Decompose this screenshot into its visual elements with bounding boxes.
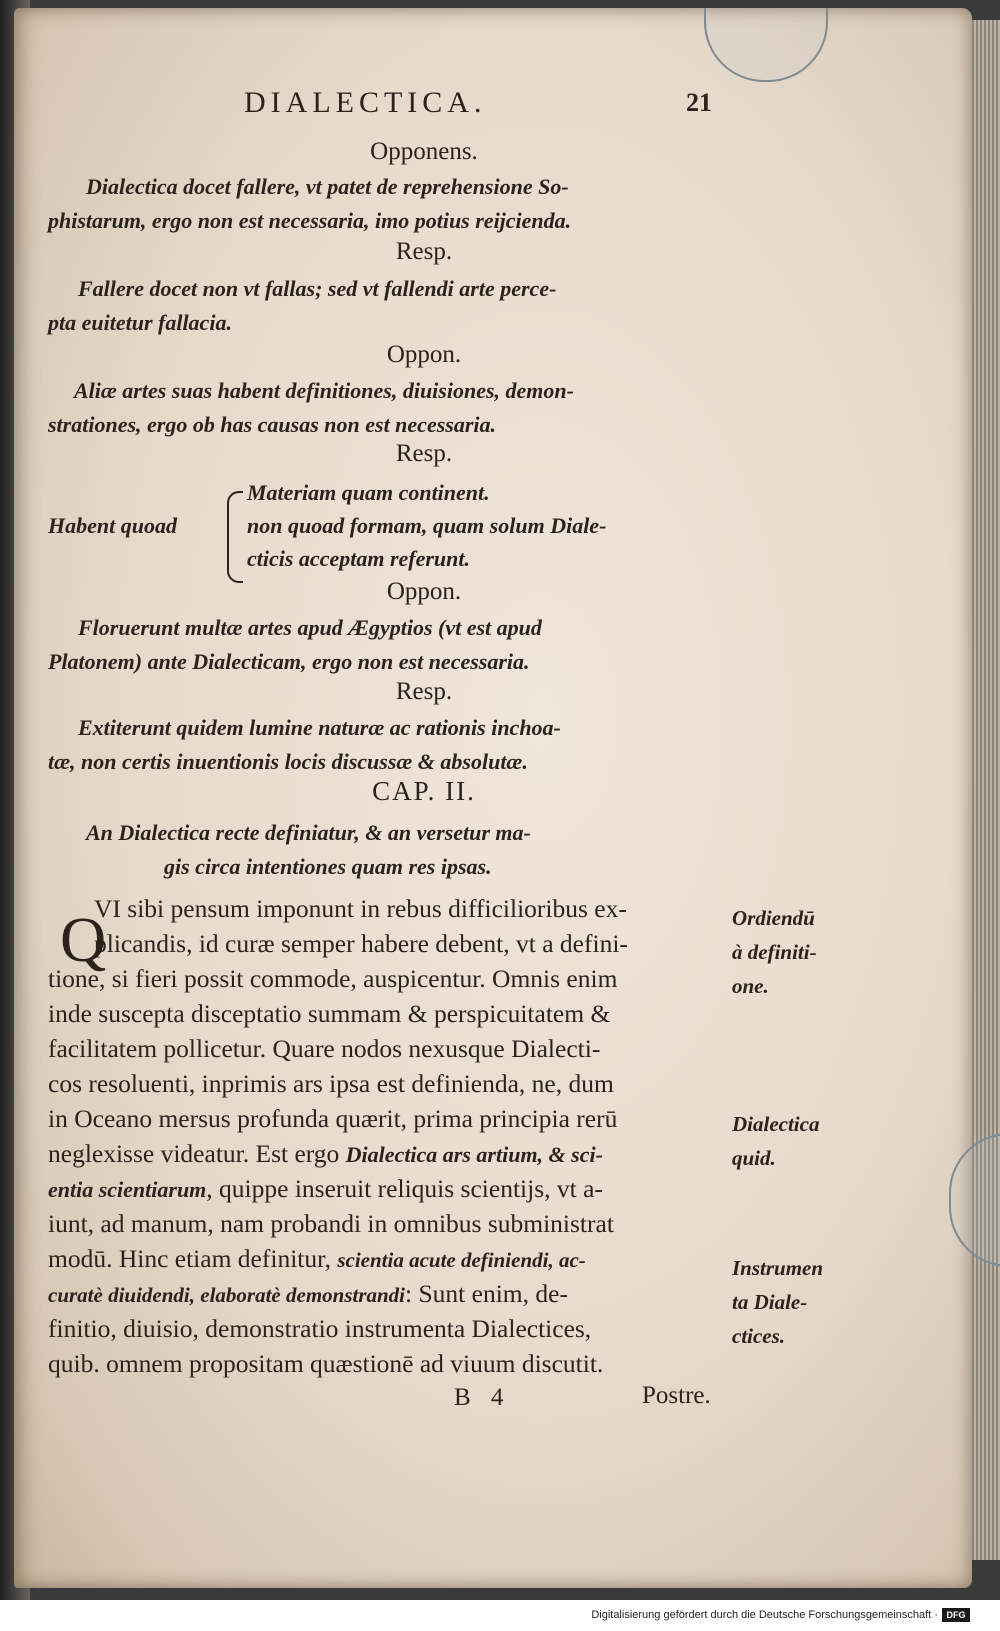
body-line: entia scientiarum, quippe inseruit reliquis scientijs, vt a- [48, 1174, 603, 1203]
body-line: tione, si fieri possit commode, auspicentur. Omnis enim [48, 964, 618, 993]
section-heading: Resp. [395, 678, 453, 705]
text-line: Aliæ artes suas habent definitiones, diuisiones, demon- [74, 378, 574, 403]
running-title: DIALECTICA. [244, 86, 487, 119]
body-line: in Oceano mersus profunda quærit, prima principia rerū [48, 1104, 618, 1133]
section-heading: Resp. [395, 238, 453, 265]
body-line-roman: quippe inseruit reliquis scientijs, vt a- [219, 1174, 603, 1203]
digitization-credit: Digitalisierung gefördert durch die Deutsche Forschungsgemeinschaft · [591, 1609, 938, 1621]
body-line [48, 1279, 568, 1309]
body-line: facilitatem pollicetur. Quare nodos nexusque Dialecti- [48, 1034, 601, 1063]
margin-note: one. [732, 974, 769, 998]
text-line: tæ, non certis inuentionis locis discussæ & absolutæ. [48, 749, 528, 774]
margin-note: Instrumen [732, 1256, 824, 1280]
body-line-italic: entia scientiarum [48, 1177, 207, 1202]
section-heading: Oppon. [386, 578, 462, 605]
page-clip-top [704, 8, 828, 82]
section-heading: Oppon. [386, 341, 462, 368]
body-line: iunt, ad manum, nam probandi in omnibus subministrat [48, 1209, 614, 1238]
signature-mark: B 4 [454, 1384, 504, 1411]
brace-item: Materiam quam continent. [247, 480, 490, 505]
margin-note: Ordiendū [732, 906, 815, 930]
text-line: Extiterunt quidem lumine naturæ ac rationis inchoa- [78, 715, 561, 740]
margin-note: ctices. [732, 1324, 786, 1348]
body-line: quib. omnem propositam quæstionē ad viuum discutit. [48, 1349, 604, 1378]
text-line: Platonem) ante Dialecticam, ergo non est necessaria. [48, 649, 530, 674]
body-line [48, 1139, 603, 1169]
body-line: cos resoluenti, inprimis ars ipsa est definienda, ne, dum [48, 1069, 614, 1098]
section-heading: Resp. [395, 440, 453, 467]
body-line: inde suscepta disceptatio summam & perspicuitatem & [48, 999, 611, 1028]
body-line-italic: scientia acute definiendi, ac- [337, 1248, 586, 1272]
chapter-subtitle: An Dialectica recte definiatur, & an versetur ma- [86, 820, 531, 845]
chapter-subtitle: gis circa intentiones quam res ipsas. [164, 854, 492, 879]
body-line [48, 1244, 586, 1274]
text-line: Fallere docet non vt fallas; sed vt fallendi arte perce- [78, 276, 557, 301]
margin-note: ta Diale- [732, 1290, 808, 1314]
body-line-roman: neglexisse videatur. Est ergo [48, 1139, 340, 1168]
body-line: finitio, diuisio, demonstratio instrumenta Dialectices, [48, 1314, 592, 1343]
book-page [14, 8, 972, 1588]
margin-note: Dialectica [732, 1112, 820, 1136]
brace-item: cticis acceptam referunt. [247, 546, 471, 571]
text-line: Dialectica docet fallere, vt patet de reprehensione So- [86, 174, 569, 199]
margin-note: quid. [732, 1146, 776, 1170]
margin-note: à definiti- [732, 940, 817, 964]
body-line: VI sibi pensum imponunt in rebus difficilioribus ex- [94, 894, 627, 923]
section-heading: Opponens. [370, 138, 478, 165]
brace-lead: Habent quoad [48, 513, 177, 538]
body-line-italic: Dialectica ars artium, & sci- [345, 1142, 603, 1167]
page-clip-side [949, 1133, 1000, 1267]
page-number: 21 [686, 88, 712, 117]
body-line-italic: curatè diuidendi, elaboratè demonstrandi [48, 1283, 406, 1307]
body-line-roman: : Sunt enim, de- [405, 1279, 568, 1308]
drop-capital: Q [60, 904, 107, 975]
body-line-roman: modū. Hinc etiam definitur, [48, 1244, 331, 1273]
chapter-title: CAP. II. [372, 776, 476, 806]
text-line: strationes, ergo ob has causas non est necessaria. [48, 412, 497, 437]
catchword: Postre. [642, 1382, 711, 1409]
dfg-logo: DFG [942, 1608, 970, 1622]
brace-item: non quoad formam, quam solum Diale- [247, 513, 607, 538]
brace-symbol [227, 491, 243, 583]
text-line: phistarum, ergo non est necessaria, imo potius reijcienda. [48, 208, 572, 233]
text-line: pta euitetur fallacia. [48, 310, 232, 335]
text-line: Floruerunt multæ artes apud Ægyptios (vt est apud [78, 615, 542, 640]
body-line: plicandis, id curæ semper habere debent, vt a defini- [94, 929, 628, 958]
